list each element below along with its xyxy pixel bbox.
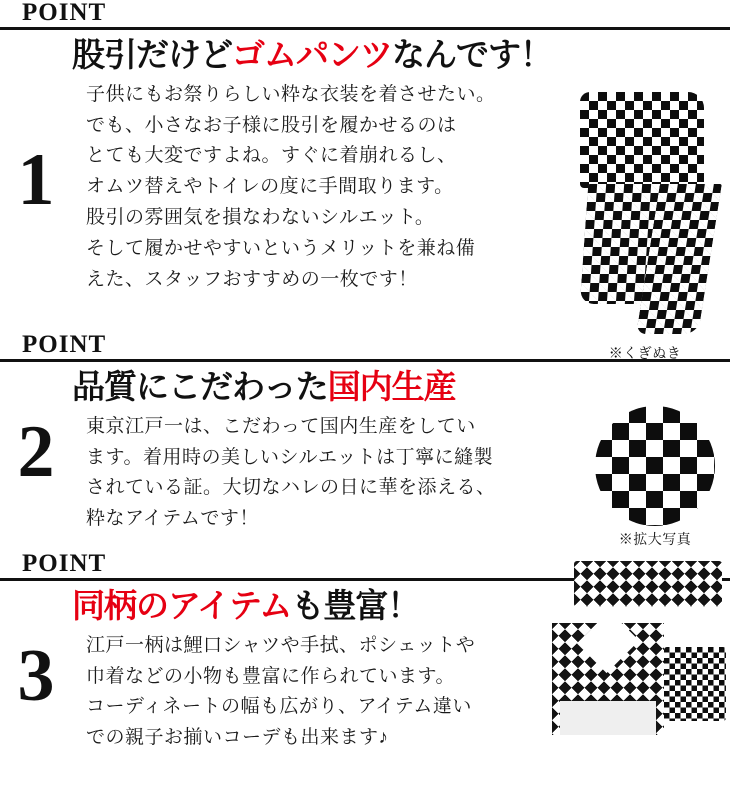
point-paragraph-2 [72,412,580,535]
pants-photo [574,92,724,342]
paragraph-line: コーディネートの幅も広がり、アイテム違い [86,696,472,718]
fabric-photo-caption: ※拡大写真 [618,531,692,547]
point-content-2 [72,362,580,535]
shirt-collar [577,623,639,673]
koikuchi-shirt-photo [552,623,664,735]
paragraph-line: されている証。大切なハレの日に華を添える、 [86,477,496,499]
headline-part-1b: ゴムパンツ [232,36,392,73]
tenugui-band [574,561,722,607]
point-numeral-2: 2 [17,411,55,493]
paragraph-line: とても大変ですよね。すぐに着崩れるし、 [86,145,457,167]
paragraph-line: 子供にもお祭りらしい粋な衣装を着させたい。 [86,83,496,105]
point-label-3: POINT [22,550,107,577]
headline-part-3c: も豊富！ [291,587,420,624]
point-headline-1 [72,36,730,74]
headline-part-3a: 同柄のアイテム [72,587,292,624]
fabric-closeup-photo [580,362,730,549]
point-block-1 [0,0,730,361]
headline-part-2b: 国内生産 [327,368,456,405]
pouch-body [664,647,726,721]
pouch-photo [664,647,726,721]
shirt-body-pattern [552,623,664,735]
pants-photo-caption: ※くぎぬき [608,345,682,361]
paragraph-line: 巾着などの小物も豊富に作られています。 [86,665,455,687]
headline-part-1a: 股引だけど [72,36,232,73]
point-body-2 [0,362,730,549]
point-block-3 [0,551,730,771]
fabric-swatch-circle [595,406,715,526]
point-label-1: POINT [22,0,107,26]
paragraph-line: 粋なアイテムです！ [86,508,259,530]
paragraph-line: 東京江戸一は、こだわって国内生産をしてい [86,415,476,437]
point-label-2: POINT [22,331,107,358]
paragraph-line: えた、スタッフおすすめの一枚です！ [86,268,418,290]
paragraph-line: ます。着用時の美しいシルエットは丁寧に縫製 [86,446,494,468]
paragraph-line: 股引の雰囲気を損なわないシルエット。 [86,207,435,228]
pants-waist [580,92,704,188]
headline-part-1c: なんです！ [392,36,552,73]
point-numeral-1: 1 [17,139,55,221]
point-block-2 [0,332,730,549]
headline-part-2a: 品質にこだわった [72,368,328,405]
paragraph-line: オムツ替えやトイレの度に手間取ります。 [86,176,454,198]
paragraph-line: でも、小さなお子様に股引を履かせるのは [86,114,457,136]
paragraph-line: 江戸一柄は鯉口シャツや手拭、ポシェットや [86,634,476,656]
point-headline-2 [72,368,580,406]
tenugui-band-photo [574,561,722,607]
shirt-hem [560,701,656,735]
point-numeral-3: 3 [17,635,55,717]
paragraph-line: そして履かせやすいというメリットを兼ね備 [86,237,476,259]
paragraph-line: での親子お揃いコーデも出来ます♪ [86,727,389,749]
